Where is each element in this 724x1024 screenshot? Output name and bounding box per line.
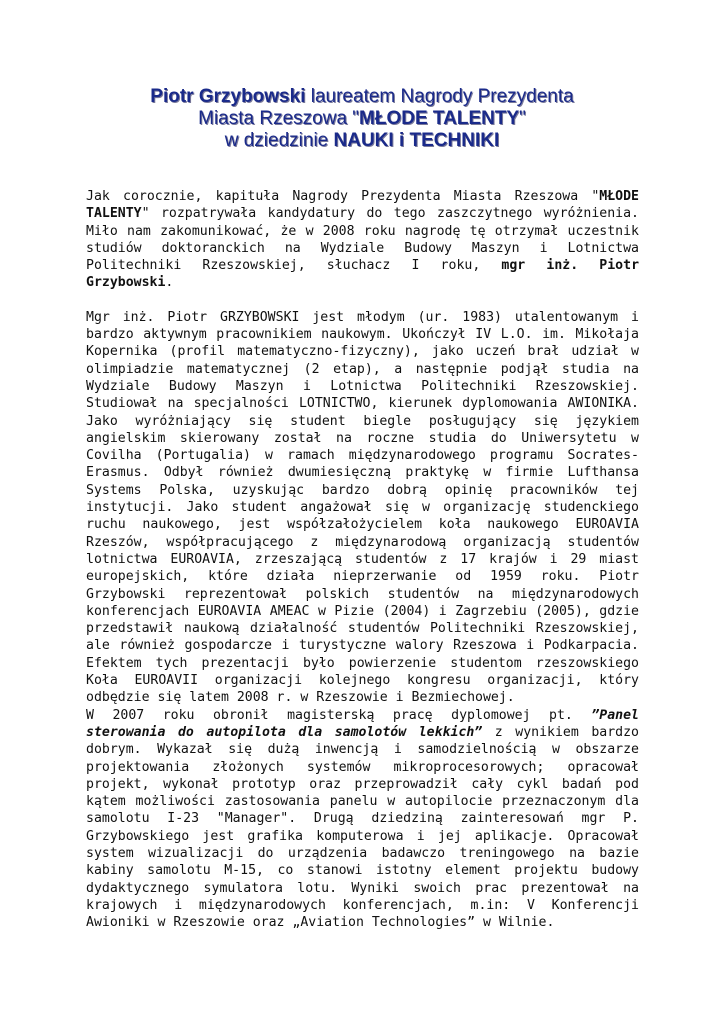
title-line-1-text: laureatem Nagrody Prezydenta [305, 86, 574, 107]
title-award-name: MŁODE TALENTY [359, 108, 520, 129]
intro-text-2: " rozpatrywała kandydatury do tego zaszczytnego wyróżnienia. Miło nam zakomunikować, że w 2008 roku nagrodę tę otrzymał uczestnik studiów doktoranckich na Wydziale Budowy Maszyn i Lotnictwa Politechniki Rzeszowskiej, słuchacz I roku, [86, 206, 639, 274]
title-line-3 [60, 130, 664, 152]
title-line-2-post: " [519, 108, 526, 129]
title-line-2-pre: Miasta Rzeszowa " [198, 108, 360, 129]
thesis-text-2: z wynikiem bardzo dobrym. Wykazał się dużą inwencją i samodzielnością w obszarze projektowania złożonych systemów mikroprocesorowych; opracował projekt, wykonał prototyp oraz przeprowadził cały cykl badań pod kątem możliwości zastosowania panelu w autopilocie przeznaczonym dla samolotu I-23 "Manager". Drugą dziedziną zainteresowań mgr P. Grzybowskiego jest grafika komputerowa i jej aplikacje. Opracował system wizualizacji do urządzenia badawczo treningowego na bazie kabiny samolotu M-15, co stanowi istotny element projektu budowy dydaktycznego symulatora lotu. Wyniki swoich prac prezentował na krajowych i międzynarodowych konferencjach, m.in: V Konferencji Awioniki w Rzeszowie oraz „Aviation Technologies” w Wilnie. [86, 724, 639, 931]
intro-laureate-name: mgr inż. Piotr Grzybowski [86, 258, 640, 291]
title-field: NAUKI i TECHNIKI [333, 130, 500, 151]
thesis-title: ”Panel sterowania do autopilota dla samolotów lekkich” [86, 707, 639, 740]
title-line-2 [60, 108, 664, 130]
document-title [60, 86, 664, 152]
paragraph-gap [86, 292, 639, 309]
title-name: Piotr Grzybowski [150, 86, 306, 107]
paragraph-thesis [86, 707, 639, 932]
document-body [86, 188, 639, 931]
title-line-1 [60, 86, 664, 108]
title-line-3-pre: w dziedzinie [224, 130, 334, 151]
intro-text-3: . [165, 275, 174, 291]
intro-award-name: MŁODE TALENTY [86, 189, 639, 222]
intro-text-1: Jak corocznie, kapituła Nagrody Prezydenta Miasta Rzeszowa " [86, 189, 600, 204]
paragraph-biography: Mgr inż. Piotr GRZYBOWSKI jest młodym (ur. 1983) utalentowanym i bardzo aktywnym pracownikiem naukowym. Ukończył IV L.O. im. Mikołaja Kopernika (profil matematyczno-fizyczny), jako uczeń brał udział w olimpiadzie matematycznej (2 etap), a następnie podjął studia na Wydziale Budowy Maszyn i Lotnictwa Politechniki Rzeszowskiej. Studiował na specjalności LOTNICTWO, kierunek dyplomowania AWIONIKA. Jako wyróżniający się student biegle posługujący się językiem angielskim skierowany został na roczne studia do Uniwersytetu w Covilha (Portugalia) w ramach międzynarodowego programu Socrates-Erasmus. Odbył również dwumiesięczną praktykę w firmie Lufthansa Systems Polska, uzyskując bardzo dobrą opinię pracowników tej instytucji. Jako student angażował się w organizację studenckiego ruchu naukowego, jest współzałożycielem koła naukowego EUROAVIA Rzeszów, współpracującego z międzynarodową organizacją studentów lotnictwa EUROAVIA, zrzeszającą studentów z 17 krajów i 29 miast europejskich, które działa nieprzerwanie od 1959 roku. Piotr Grzybowski reprezentował polskich studentów na międzynarodowych konferencjach EUROAVIA AMEAC w Pizie (2004) i Zagrzebiu (2005), gdzie przedstawił naukową działalność studentów Politechniki Rzeszowskiej, ale również gospodarcze i turystyczne walory Rzeszowa i Podkarpacia. Efektem tych prezentacji było powierzenie studentom rzeszowskiego Koła EUROAVII organizacji kolejnego kongresu organizacji, który odbędzie się latem 2008 r. w Rzeszowie i Bezmiechowej. [86, 309, 639, 706]
thesis-text-1: W 2007 roku obronił magisterską pracę dyplomowej pt. [86, 707, 592, 723]
paragraph-intro [86, 188, 639, 292]
